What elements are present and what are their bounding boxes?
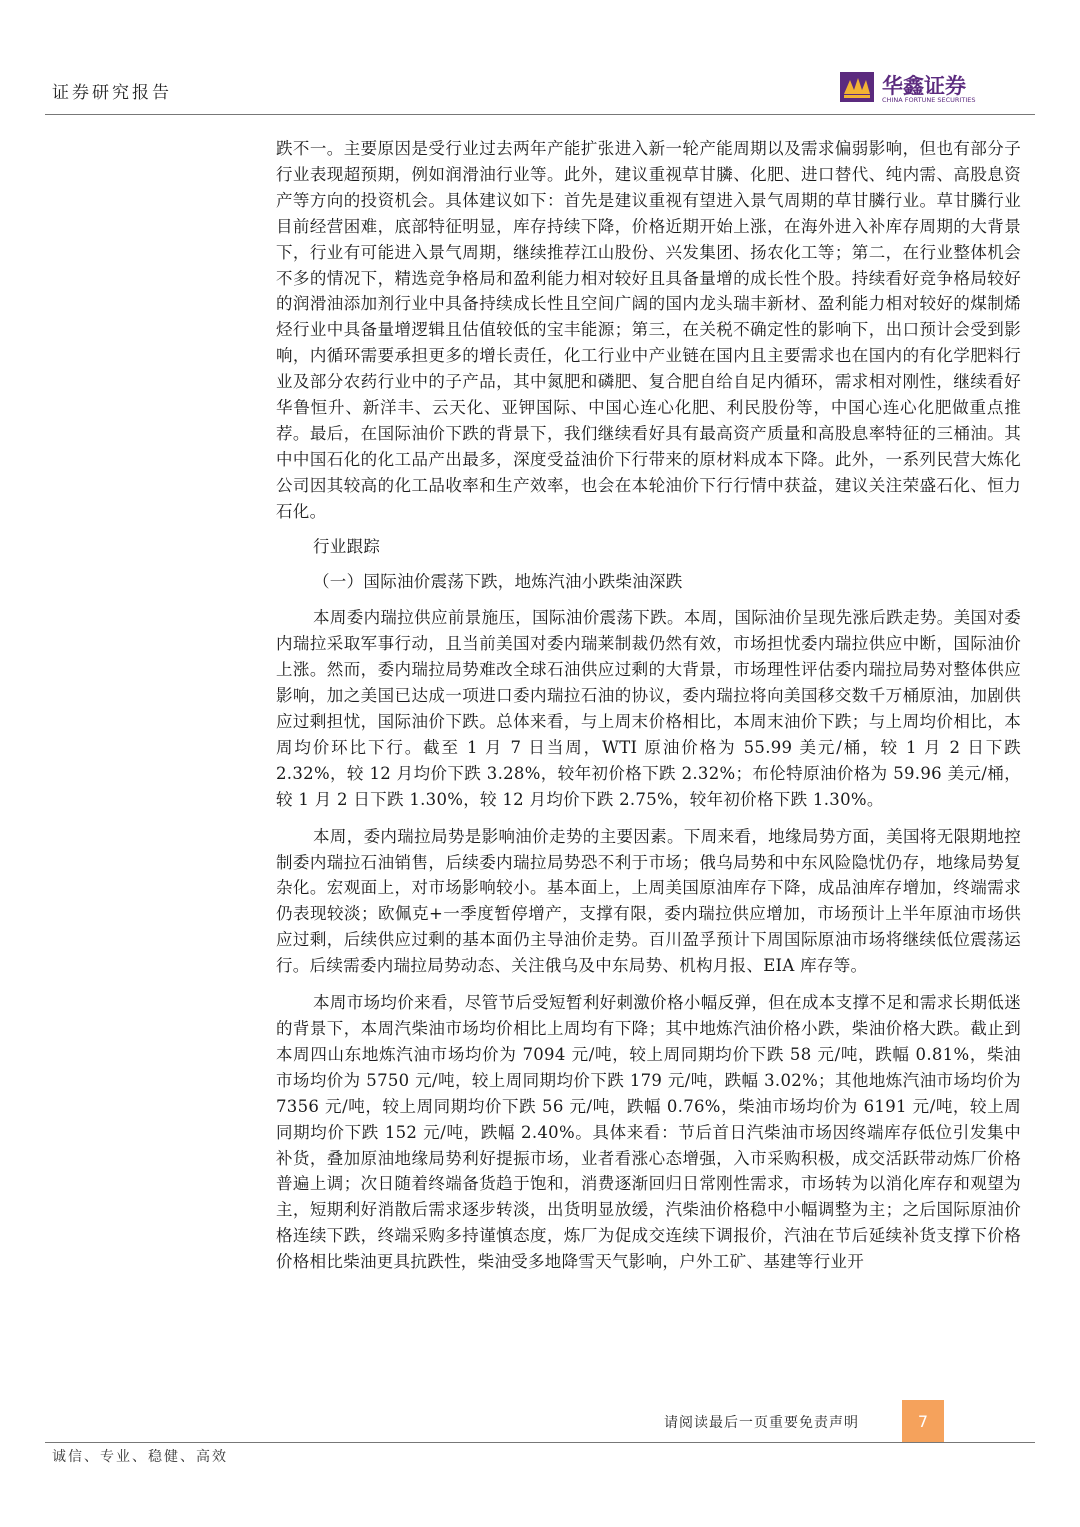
header-divider xyxy=(45,114,1035,115)
paragraph-oil-outlook: 本周，委内瑞拉局势是影响油价走势的主要因素。下周来看，地缘局势方面，美国将无限期地控制委内瑞拉石油销售，后续委内瑞拉局势恐不利于市场；俄乌局势和中东风险隐忧仍存，地缘局势复杂化。宏观面上，对市场影响较小。基本面上，上周美国原油库存下降，成品油库存增加，终端需求仍表现较淡；欧佩克+一季度暂停增产，支撑有限，委内瑞拉供应增加，市场预计上半年原油市场供应过剩，后续供应过剩的基本面仍主导油价走势。百川盈孚预计下周国际原油市场将继续低位震荡运行。后续需委内瑞拉局势动态、关注俄乌及中东局势、机构月报、EIA 库存等。 xyxy=(276,826,1021,976)
report-body xyxy=(276,136,1021,1275)
page-number-badge: 7 xyxy=(902,1400,944,1442)
paragraph-oil-price: 本周委内瑞拉供应前景施压，国际油价震荡下跌。本周，国际油价呈现先涨后跌走势。美国对委内瑞拉采取军事行动，且当前美国对委内瑞莱制裁仍然有效，市场担忧委内瑞拉供应中断，国际油价上涨。然而，委内瑞拉局势难改全球石油供应过剩的大背景，市场理性评估委内瑞拉局势对整体供应影响，加之美国已达成一项进口委内瑞拉石油的协议，委内瑞拉将向美国移交数千万桶原油，加剧供应过剩担忧，国际油价下跌。总体来看，与上周末价格相比，本周末油价下跌；与上周均价相比，本周均价环比下行。截至 1 月 7 日当周，WTI 原油价格为 55.99 美元/桶，较 1 月 2 日下跌 2.32%，较 12 月均价下跌 3.28%，较年初价格下跌 2.32%；布伦特原油价格为 59.96 美元/桶，较 1 月 2 日下跌 1.30%，较 12 月均价下跌 2.75%，较年初价格下跌 1.30%。 xyxy=(276,608,1021,809)
paragraph-refined-oil: 本周市场均价来看，尽管节后受短暂利好刺激价格小幅反弹，但在成本支撑不足和需求长期低迷的背景下，本周汽柴油市场均价相比上周均有下降；其中地炼汽油价格小跌，柴油价格大跌。截止到本周四山东地炼汽油市场均价为 7094 元/吨，较上周同期均价下跌 58 元/吨，跌幅 0.81%，柴油市场均价为 5750 元/吨，较上周同期均价下跌 179 元/吨，跌幅 3.02%；其他地炼汽油市场均价为 7356 元/吨，较上周同期均价下跌 56 元/吨，跌幅 0.76%，柴油市场均价为 6191 元/吨，较上周同期均价下跌 152 元/吨，跌幅 2.40%。具体来看：节后首日汽柴油市场因终端库存低位引发集中补货，叠加原油地缘局势利好提振市场，业者看涨心态增强，入市采购积极，成交活跃带动炼厂价格普遍上调；次日随着终端备货趋于饱和，消费逐渐回归日常刚性需求，市场转为以消化库存和观望为主，短期利好消散后需求逐步转淡，出货明显放缓，汽柴油价格稳中小幅调整为主；之后国际原油价格连续下跌，终端采购多持谨慎态度，炼厂为促成交连续下调报价，汽油在节后延续补货支撑下价格价格相比柴油更具抗跌性，柴油受多地降雪天气影响，户外工矿、基建等行业开 xyxy=(276,993,1021,1272)
logo-mark-icon xyxy=(840,72,874,102)
footer-motto: 诚信、专业、稳健、高效 xyxy=(52,1449,228,1465)
paragraph-investment-advice: 跌不一。主要原因是受行业过去两年产能扩张进入新一轮产能周期以及需求偏弱影响，但也有部分子行业表现超预期，例如润滑油行业等。此外，建议重视草甘膦、化肥、进口替代、纯内需、高股息资产等方向的投资机会。具体建议如下：首先是建议重视有望进入景气周期的草甘膦行业。草甘膦行业目前经营困难，底部特征明显，库存持续下降，价格近期开始上涨，在海外进入补库存周期的大背景下，行业有可能进入景气周期，继续推荐江山股份、兴发集团、扬农化工等；第二，在行业整体机会不多的情况下，精选竞争格局和盈利能力相对较好且具备量增的成长性个股。持续看好竞争格局较好的润滑油添加剂行业中具备持续成长性且空间广阔的国内龙头瑞丰新材、盈利能力相对较好的煤制烯烃行业中具备量增逻辑且估值较低的宝丰能源；第三，在关税不确定性的影响下，出口预计会受到影响，内循环需要承担更多的增长责任，化工行业中产业链在国内且主要需求也在国内的有化学肥料行业及部分农药行业中的子产品，其中氮肥和磷肥、复合肥自给自足内循环，需求相对刚性，继续看好华鲁恒升、新洋丰、云天化、亚钾国际、中国心连心化肥、利民股份等，中国心连心化肥做重点推荐。最后，在国际油价下跌的背景下，我们继续看好具有最高资产质量和高股息率特征的三桶油。其中中国石化的化工品产出最多，深度受益油价下行带来的原材料成本下降。此外，一系列民营大炼化公司因其较高的化工品收率和生产效率，也会在本轮油价下行行情中获益，建议关注荣盛石化、恒力石化。 xyxy=(276,139,1021,521)
company-logo xyxy=(840,70,990,110)
subsection-title: （一）国际油价震荡下跌，地炼汽油小跌柴油深跌 xyxy=(313,571,683,591)
report-type-label: 证券研究报告 xyxy=(52,83,172,103)
logo-subtitle: CHINA FORTUNE SECURITIES xyxy=(882,96,976,104)
section-title: 行业跟踪 xyxy=(313,536,381,556)
disclaimer-note: 请阅读最后一页重要免责声明 xyxy=(664,1415,859,1431)
logo-name: 华鑫证券 xyxy=(882,74,966,98)
footer-divider xyxy=(45,1442,1035,1443)
